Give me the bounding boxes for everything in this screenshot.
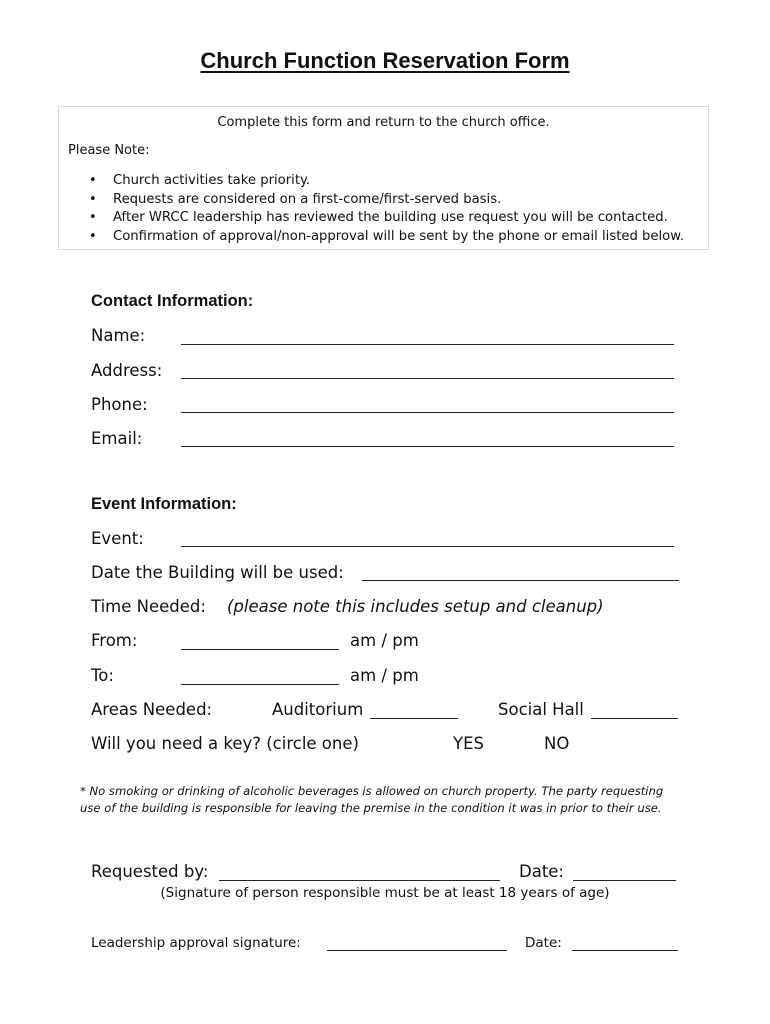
disclaimer-line-1: * No smoking or drinking of alcoholic beverages is allowed on church property. The party requesting <box>80 784 664 798</box>
from-time-field[interactable] <box>181 649 339 650</box>
event-field[interactable] <box>181 546 674 547</box>
leadership-date-field[interactable] <box>572 950 678 951</box>
requested-date-field[interactable] <box>573 880 676 881</box>
to-label: To: <box>91 666 114 685</box>
areas-needed-label: Areas Needed: <box>91 700 213 719</box>
email-field[interactable] <box>181 446 674 447</box>
notes-list <box>87 172 684 247</box>
to-ampm[interactable]: am / pm <box>350 666 419 685</box>
key-question: Will you need a key? (circle one) <box>91 734 359 753</box>
signature-note: (Signature of person responsible must be at least 18 years of age) <box>160 885 610 901</box>
instructions-box <box>58 106 709 250</box>
note-item: • Confirmation of approval/non-approval will be sent by the phone or email listed below. <box>87 228 684 247</box>
name-label: Name: <box>91 326 146 345</box>
social-hall-label: Social Hall <box>498 700 584 719</box>
email-label: Email: <box>91 429 143 448</box>
address-label: Address: <box>91 361 163 380</box>
note-item: • Requests are considered on a first-come/first-served basis. <box>87 191 684 210</box>
leadership-date-label: Date: <box>525 935 562 951</box>
contact-heading: Contact Information: <box>91 292 254 310</box>
leadership-signature-label: Leadership approval signature: <box>91 935 301 951</box>
address-field[interactable] <box>181 378 674 379</box>
time-needed-label: Time Needed: <box>91 597 206 616</box>
requested-by-field[interactable] <box>219 880 500 881</box>
please-note-label: Please Note: <box>68 143 150 158</box>
phone-label: Phone: <box>91 395 148 414</box>
event-label: Event: <box>91 529 144 548</box>
to-time-field[interactable] <box>181 684 339 685</box>
note-item: • After WRCC leadership has reviewed the building use request you will be contacted. <box>87 209 684 228</box>
social-hall-field[interactable] <box>591 718 678 719</box>
date-used-field[interactable] <box>362 580 679 581</box>
date-used-label: Date the Building will be used: <box>91 563 344 582</box>
disclaimer-line-2: use of the building is responsible for leaving the premise in the condition it was in prior to their use. <box>80 801 662 815</box>
leadership-signature-field[interactable] <box>327 950 507 951</box>
time-needed-note: (please note this includes setup and cleanup) <box>227 597 604 616</box>
form-title: Church Function Reservation Form <box>200 48 570 73</box>
auditorium-field[interactable] <box>370 718 458 719</box>
requested-by-label: Requested by: <box>91 862 209 881</box>
event-heading: Event Information: <box>91 495 237 513</box>
from-ampm[interactable]: am / pm <box>350 631 419 650</box>
key-yes-option[interactable]: YES <box>453 734 484 753</box>
requested-date-label: Date: <box>519 862 564 881</box>
note-item: • Church activities take priority. <box>87 172 684 191</box>
phone-field[interactable] <box>181 412 674 413</box>
intro-text: Complete this form and return to the church office. <box>217 115 550 130</box>
name-field[interactable] <box>181 344 674 345</box>
auditorium-label: Auditorium <box>272 700 364 719</box>
from-label: From: <box>91 631 138 650</box>
key-no-option[interactable]: NO <box>544 734 570 753</box>
